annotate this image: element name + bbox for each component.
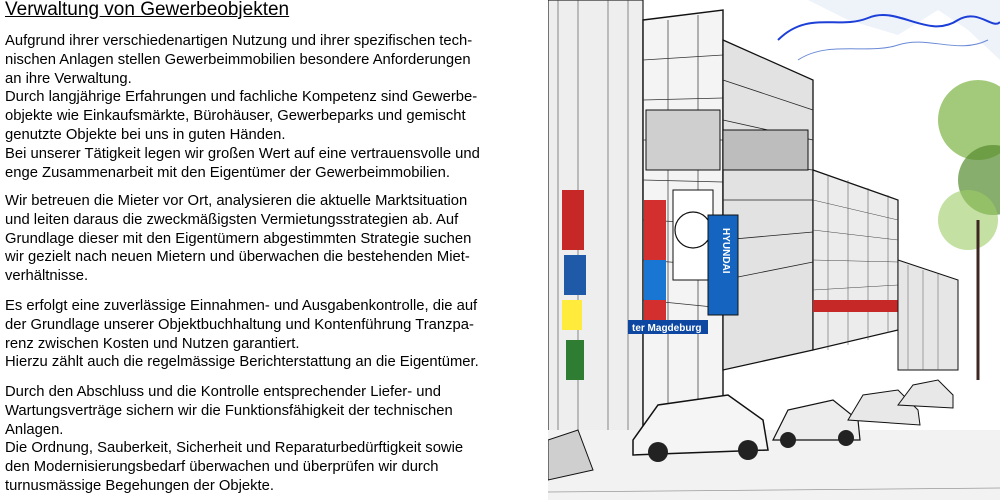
paragraph-2	[5, 192, 545, 286]
store-banner: ter Magdeburg	[632, 323, 702, 334]
text-line: Die Ordnung, Sauberkeit, Sicherheit und Reparaturbedürftigkeit sowie	[5, 440, 464, 457]
left-building	[548, 0, 643, 470]
text-line: enge Zusammenarbeit mit den Eigentümer der Gewerbeimmobilien.	[5, 164, 450, 181]
text-line: wir gezielt nach neuen Mietern und überwachen die bestehenden Miet-	[5, 249, 470, 266]
street-sketch	[548, 0, 1000, 500]
text-line: verhältnisse.	[5, 268, 89, 285]
text-line: nischen Anlagen stellen Gewerbeimmobilien besondere Anforderungen	[5, 51, 471, 68]
text-line: Anlagen.	[5, 421, 64, 438]
text-line: Hierzu zählt auch die regelmässige Berichterstattung an die Eigentümer.	[5, 354, 479, 371]
paragraph-1	[5, 32, 545, 182]
text-line: Es erfolgt eine zuverlässige Einnahmen- und Ausgabenkontrolle, die auf	[5, 298, 478, 314]
street-illustration	[548, 0, 1000, 500]
vertical-sign: HYUNDAI	[720, 228, 731, 274]
text-line: Durch den Abschluss und die Kontrolle entsprechender Liefer- und	[5, 384, 441, 400]
text-line: genutzte Objekte bei uns in guten Händen.	[5, 126, 286, 143]
text-line: Bei unserer Tätigkeit legen wir großen Wert auf eine vertrauensvolle und	[5, 145, 480, 162]
text-line: Grundlage dieser mit den Eigentümern abgestimmten Strategie suchen	[5, 230, 472, 247]
text-line: Durch langjährige Erfahrungen und fachliche Kompetenz sind Gewerbe-	[5, 89, 478, 106]
text-line: turnusmässige Begehungen der Objekte.	[5, 477, 274, 494]
text-line: renz zwischen Kosten und Nutzen garantiert.	[5, 335, 300, 352]
paragraph-4	[5, 383, 545, 496]
paragraph-3	[5, 297, 545, 372]
text-line: der Grundlage unserer Objektbuchhaltung und Kontenführung Tranzpa-	[5, 316, 474, 333]
text-line: und leiten daraus die zweckmäßigsten Vermietungsstrategien ab. Auf	[5, 211, 459, 228]
page-title: Verwaltung von Gewerbeobjekten	[5, 0, 290, 20]
text-line: Wir betreuen die Mieter vor Ort, analysieren die aktuelle Marktsituation	[5, 193, 468, 209]
text-line: den Modernisierungsbedarf überwachen und überprüfen wir durch	[5, 459, 439, 476]
text-line: Aufgrund ihrer verschiedenartigen Nutzung und ihrer spezifischen tech-	[5, 33, 473, 49]
text-line: objekte wie Einkaufsmärkte, Bürohäuser, Gewerbeparks und gemischt	[5, 108, 466, 125]
text-line: an ihre Verwaltung.	[5, 70, 132, 87]
text-line: Wartungsverträge sichern wir die Funktionsfähigkeit der technischen	[5, 402, 453, 419]
